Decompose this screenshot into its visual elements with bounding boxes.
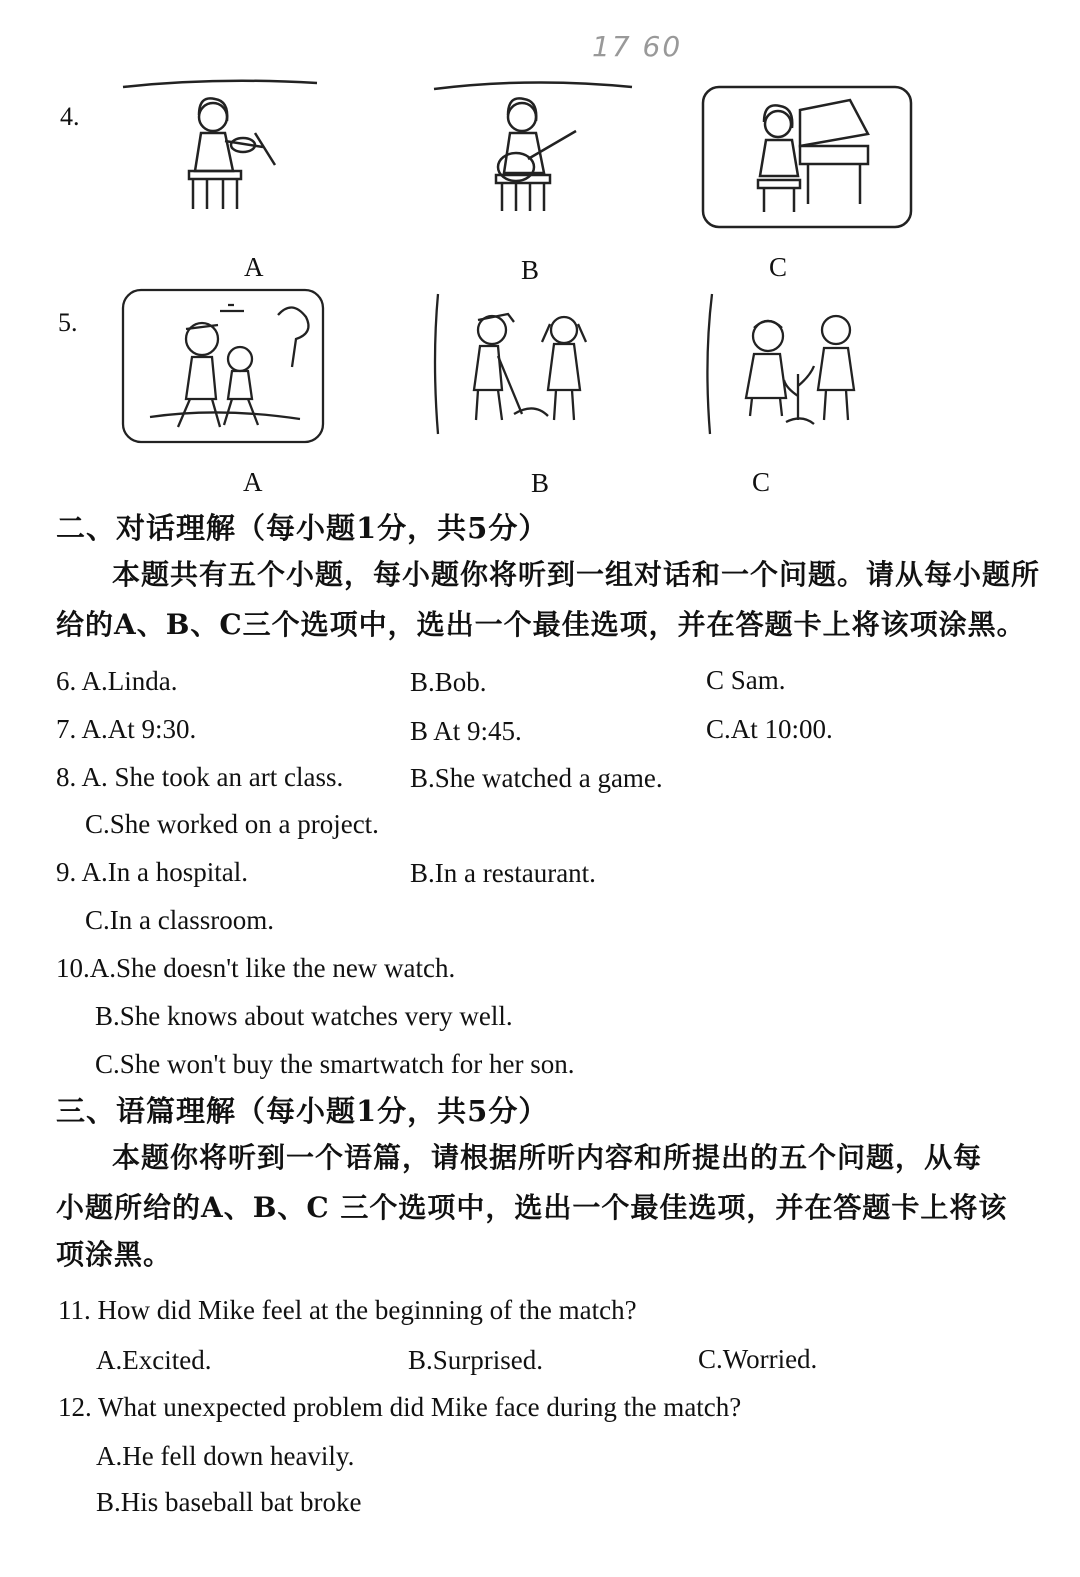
gardening-icon[interactable]	[702, 290, 872, 438]
q7-option-b: B At 9:45.	[410, 716, 522, 746]
q4-option-a-label: A	[244, 252, 264, 282]
q8-option-a: 8. A. She took an art class.	[56, 762, 344, 792]
q5-option-c-label: C	[752, 467, 771, 497]
q6-option-b: B.Bob.	[410, 667, 487, 697]
q10-option-c: C.She won't buy the smartwatch for her son.	[95, 1049, 575, 1079]
q11-option-c: C.Worried.	[698, 1344, 818, 1374]
planting-icon[interactable]	[430, 290, 602, 438]
q11-option-b: B.Surprised.	[408, 1345, 543, 1375]
q6-option-a: 6. A.Linda.	[56, 666, 178, 696]
hiking-icon[interactable]	[120, 287, 326, 445]
q8-option-c: C.She worked on a project.	[85, 809, 379, 839]
guitar-icon[interactable]	[430, 75, 640, 225]
section-2-instruction: 本题共有五个小题，每小题你将听到一组对话和一个问题。请从每小题所给的A、B、C三个选项中，选出一个最佳选项，并在答题卡上将该项涂黑。	[56, 558, 1041, 641]
q12-stem: 12. What unexpected problem did Mike face during the match?	[58, 1392, 742, 1422]
handwritten-score: 17 60	[592, 30, 683, 63]
q12-option-a: A.He fell down heavily.	[96, 1441, 355, 1471]
q9-option-c: C.In a classroom.	[85, 905, 274, 935]
q7-option-a: 7. A.At 9:30.	[56, 714, 197, 744]
q11-stem: 11. How did Mike feel at the beginning of the match?	[58, 1295, 637, 1325]
q4-option-b-label: B	[521, 255, 540, 285]
q9-option-b: B.In a restaurant.	[410, 858, 596, 888]
q11-option-a: A.Excited.	[96, 1345, 212, 1375]
violin-icon[interactable]	[115, 75, 325, 225]
q5-option-a-label: A	[243, 467, 263, 497]
section-3-title: 三、语篇理解（每小题1分，共5分）	[56, 1094, 549, 1128]
question-4-number: 4.	[60, 102, 80, 131]
q4-option-c-label: C	[769, 252, 788, 282]
q7-option-c: C.At 10:00.	[706, 714, 833, 744]
q10-option-b: B.She knows about watches very well.	[95, 1001, 513, 1031]
q10-option-a: 10.A.She doesn't like the new watch.	[56, 953, 456, 983]
piano-icon[interactable]	[700, 84, 914, 232]
question-5-number: 5.	[58, 308, 78, 337]
q12-option-b: B.His baseball bat broke	[96, 1487, 362, 1517]
section-3-instruction-line-3: 项涂黑。	[56, 1238, 173, 1271]
q9-option-a: 9. A.In a hospital.	[56, 857, 248, 887]
q5-option-b-label: B	[531, 468, 550, 498]
section-3-instruction-line-1: 本题你将听到一个语篇，请根据所听内容和所提出的五个问题，从每	[112, 1141, 983, 1174]
q6-option-c: C Sam.	[706, 665, 786, 695]
section-3-instruction-line-2: 小题所给的A、B、C 三个选项中，选出一个最佳选项，并在答题卡上将该	[56, 1191, 1008, 1224]
q8-option-b: B.She watched a game.	[410, 763, 663, 793]
section-2-title: 二、对话理解（每小题1分，共5分）	[56, 511, 549, 545]
